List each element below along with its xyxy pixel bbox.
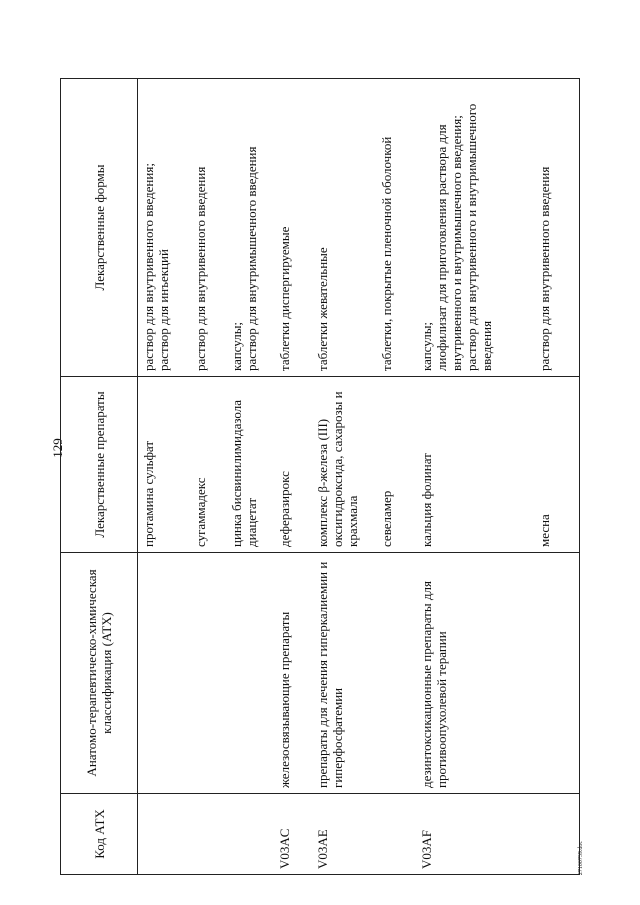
form-line: раствор для внутривенного введения (536, 166, 552, 371)
form-line: капсулы; (228, 321, 244, 371)
row-code: V03AF (416, 794, 534, 875)
row-forms (376, 79, 416, 377)
row-drug: деферазирокс (274, 377, 312, 553)
row-forms (534, 79, 580, 377)
form-line: капсулы; (418, 321, 434, 371)
table-row (534, 79, 580, 875)
row-atc (226, 553, 274, 794)
row-atc: железосвязывающие препараты (274, 553, 312, 794)
row-atc (190, 553, 226, 794)
row-code (376, 794, 416, 875)
table-row (416, 79, 534, 875)
drug-table-container (60, 78, 580, 875)
header-forms: Лекарственные формы (61, 79, 138, 377)
header-drugs: Лекарственные препараты (61, 377, 138, 553)
row-code (226, 794, 274, 875)
table-row (138, 79, 190, 875)
row-drug: сугаммадекс (190, 377, 226, 553)
form-line: таблетки диспергируемые (276, 226, 292, 371)
row-atc (534, 553, 580, 794)
table-row (226, 79, 274, 875)
form-line: раствор для внутривенного введения; (141, 163, 156, 371)
form-line: лиофилизат для приготовления раствора для внутривенного и внутримышечного введения; (433, 115, 464, 371)
table-row (312, 79, 376, 875)
row-drug: протамина сульфат (138, 377, 190, 553)
drug-table (60, 78, 580, 875)
row-code: V03AC (274, 794, 312, 875)
form-line: раствор для инъекций (156, 249, 171, 371)
footer-doc-name: 27100759.doc (578, 840, 584, 876)
row-drug: цинка бисвинилимидазола диацетат (226, 377, 274, 553)
form-line: таблетки, покрытые пленочной оболочкой (378, 136, 394, 371)
form-line: таблетки жевательные (314, 247, 330, 371)
row-drug: комплекс β-железа (III) оксигидроксида, сахарозы и крахмала (312, 377, 376, 553)
row-forms (226, 79, 274, 377)
header-atc: Анатомо-терапевтическо-химическая классификация (АТХ) (61, 553, 138, 794)
row-code: V03AE (312, 794, 376, 875)
form-line: раствор для внутримышечного введения (243, 146, 259, 371)
row-code (190, 794, 226, 875)
table-row (376, 79, 416, 875)
row-forms (138, 79, 190, 377)
row-forms (274, 79, 312, 377)
row-atc: препараты для лечения гиперкалиемии и гиперфосфатемии (312, 553, 376, 794)
table-row (190, 79, 226, 875)
row-forms (416, 79, 534, 377)
row-drug: месна (534, 377, 580, 553)
row-forms (190, 79, 226, 377)
row-forms (312, 79, 376, 377)
row-drug: кальция фолинат (416, 377, 534, 553)
row-atc: дезинтоксикационные препараты для противоопухолевой терапии (416, 553, 534, 794)
row-code (534, 794, 580, 875)
table-row (274, 79, 312, 875)
form-line: раствор для внутривенного и внутримышечного введения (463, 103, 494, 371)
row-atc (376, 553, 416, 794)
row-code (138, 794, 190, 875)
header-code: Код АТХ (61, 794, 138, 875)
form-line: раствор для внутривенного введения (192, 166, 208, 371)
table-header-row (61, 79, 138, 875)
row-atc (138, 553, 190, 794)
row-drug: севеламер (376, 377, 416, 553)
page-number: 129 (50, 438, 65, 458)
